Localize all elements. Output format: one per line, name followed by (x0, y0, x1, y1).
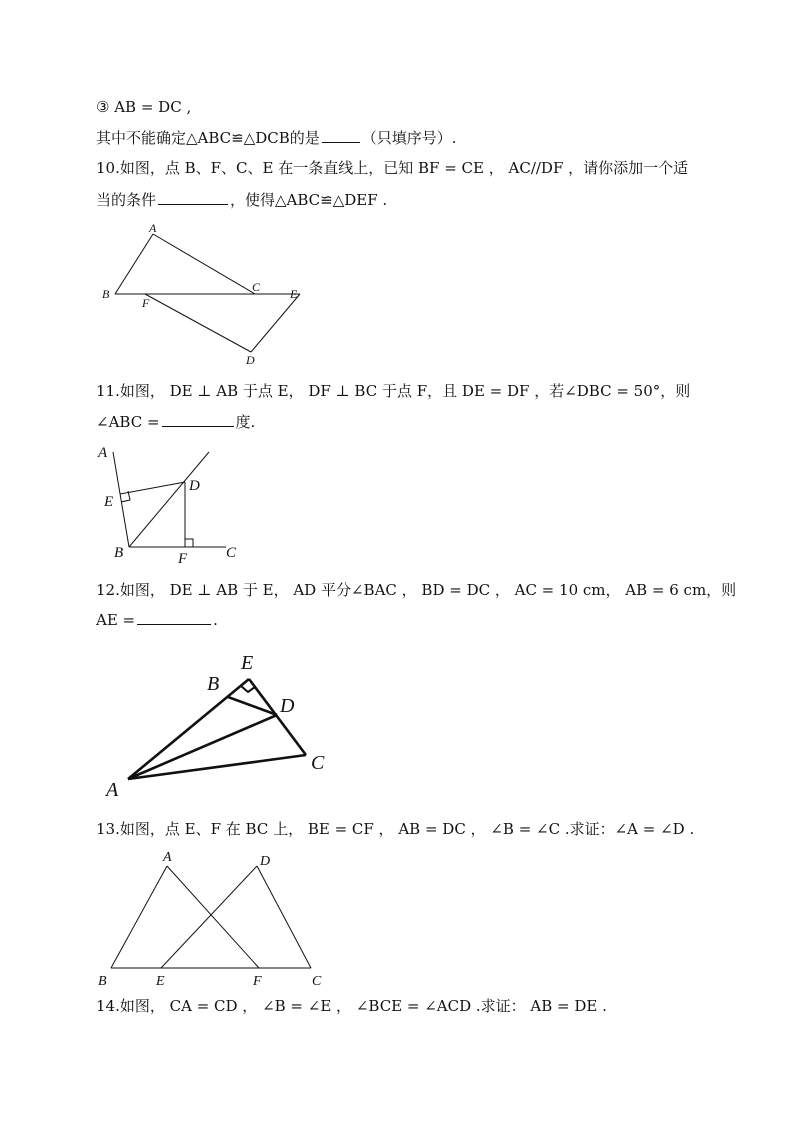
q12-right-angle-e (241, 686, 255, 692)
q13-label-e: E (156, 974, 165, 989)
q13-segment-ab (111, 866, 167, 968)
q13-figure (111, 866, 311, 968)
q11-figure (113, 452, 226, 547)
q11-label-b: B (114, 545, 124, 561)
q13-segment-dc (257, 866, 311, 968)
q13-label-c: C (312, 974, 322, 989)
q10-figure (115, 234, 300, 352)
q11-ray-ba (113, 452, 129, 547)
q10-label-a: A (149, 221, 157, 235)
q12-label-e: E (241, 652, 254, 674)
q12-text-prefix: AE = (96, 611, 136, 629)
q11-label-f: F (178, 551, 188, 567)
q12-label-c: C (311, 752, 325, 774)
q11-label-d: D (189, 478, 200, 494)
q10-label-f: F (142, 296, 150, 310)
q13-text: 13.如图，点 E、F 在 BC 上， BE = CF ， AB = DC ， ∠B = ∠C .求证：∠A = ∠D . (96, 820, 695, 838)
q11-label-e: E (104, 494, 114, 510)
q11-text-line2 (96, 411, 255, 433)
q11-right-angle-f (185, 539, 193, 547)
q9-question-text: 其中不能确定△ABC≌△DCB的是 (96, 129, 320, 147)
q10-text-suffix: ，使得△ABC≌△DEF . (230, 191, 388, 209)
q12-segment-ec (249, 679, 306, 755)
q12-text-line1: 12.如图， DE ⊥ AB 于 E， AD 平分∠BAC ， BD = DC ， AC = 10 cm， AB = 6 cm，则 (96, 581, 737, 599)
q12-label-a: A (106, 779, 119, 801)
q13-label-b: B (98, 974, 107, 989)
q10-segment-ab (115, 234, 153, 294)
q10-segment-ac (153, 234, 255, 294)
q11-label-c: C (226, 545, 237, 561)
q12-answer-blank[interactable] (137, 610, 211, 625)
q12-label-d: D (280, 695, 295, 717)
q13-segment-af (167, 866, 259, 968)
q11-text-suffix: 度. (235, 413, 256, 431)
q14-text: 14.如图， CA = CD ， ∠B = ∠E ， ∠BCE = ∠ACD .求证： AB = DE . (96, 997, 607, 1015)
q13-segment-ed (161, 866, 257, 968)
q12-text-suffix: . (213, 611, 218, 629)
q12-label-b: B (207, 673, 220, 695)
q11-text-prefix: ∠ABC = (96, 413, 160, 431)
q11-labels (97, 445, 237, 567)
q9-condition-3: ③ AB = DC , (96, 98, 192, 116)
q9-question-suffix: （只填序号）. (361, 129, 457, 147)
q10-text-line1: 10.如图，点 B、F、C、E 在一条直线上，已知 BF = CE ， AC//DF ，请你添加一个适 (96, 159, 689, 177)
q10-label-b: B (102, 287, 110, 301)
q11-label-a: A (98, 445, 108, 461)
q13-label-a: A (163, 850, 172, 865)
q13-label-f: F (253, 974, 262, 989)
q11-text-line1: 11.如图， DE ⊥ AB 于点 E， DF ⊥ BC 于点 F，且 DE = DF ，若∠DBC = 50°，则 (96, 382, 691, 400)
q11-ray-bd (129, 452, 209, 547)
q10-segment-de (251, 294, 300, 352)
q10-label-d: D (246, 353, 255, 367)
q13-label-d: D (260, 854, 271, 869)
q10-text-prefix: 当的条件 (96, 191, 157, 209)
q12-text-line2 (96, 609, 218, 631)
q11-answer-blank[interactable] (162, 412, 234, 427)
q10-label-e: E (290, 287, 298, 301)
q10-segment-fd (145, 294, 251, 352)
q10-label-c: C (252, 280, 261, 294)
